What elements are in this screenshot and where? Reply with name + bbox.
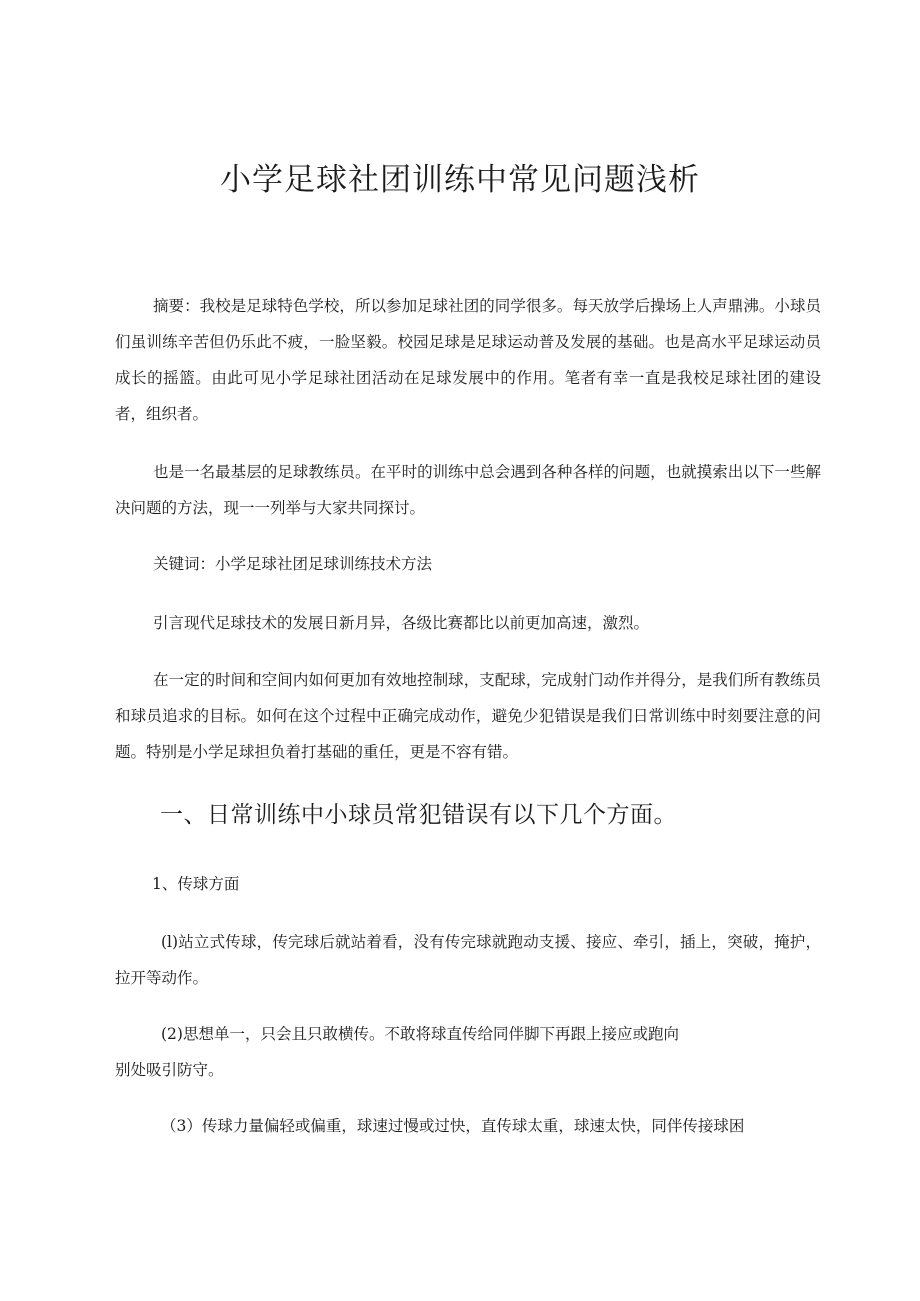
- abstract-paragraph: 摘要：我校是足球特色学校，所以参加足球社团的同学很多。每天放学后操场上人声鼎沸。小球员们虽训练辛苦但仍乐此不疲，一脸坚毅。校园足球是足球运动普及发展的基础。也是高水平足球运动员成长的摇篮。由此可见小学足球社团活动在足球发展中的作用。笔者有幸一直是我校足球社团的建设者，组织者。: [115, 297, 821, 423]
- page-title: 小学足球社团训练中常见问题浅析: [220, 162, 700, 198]
- body-paragraph-2: 也是一名最基层的足球教练员。在平时的训练中总会遇到各种各样的问题，也就摸索出以下一些解决问题的方法，现一一列举与大家共同探讨。: [115, 463, 821, 517]
- list-item-3: （3）传球力量偏轻或偏重，球速过慢或过快，直传球太重，球速太快，同伴传接球困: [161, 1117, 745, 1135]
- keywords-paragraph: 关键词：小学足球社团足球训练技术方法: [153, 555, 433, 573]
- subsection-heading-passing: 1、传球方面: [152, 875, 240, 893]
- list-item-2-line-2: 别处吸引防守。: [115, 1061, 224, 1079]
- list-item-1: (l)站立式传球，传完球后就站着看，没有传完球就跑动支援、接应、牵引，插上，突破，掩护，拉开等动作。: [115, 933, 821, 987]
- list-item-2-line-1: (2)思想单一，只会且只敢横传。不敢将球直传给同伴脚下再跟上接应或跑向: [161, 1025, 679, 1043]
- section-heading-1: 一、日常训练中小球员常犯错误有以下几个方面。: [160, 802, 677, 828]
- introduction-paragraph: 引言现代足球技术的发展日新月异，各级比赛都比以前更加高速，激烈。: [153, 614, 650, 632]
- body-paragraph-5: 在一定的时间和空间内如何更加有效地控制球，支配球，完成射门动作并得分，是我们所有教练员和球员追求的目标。如何在这个过程中正确完成动作，避免少犯错误是我们日常训练中时刻要注意的问题。特别是小学足球担负着打基础的重任，更是不容有错。: [115, 671, 821, 761]
